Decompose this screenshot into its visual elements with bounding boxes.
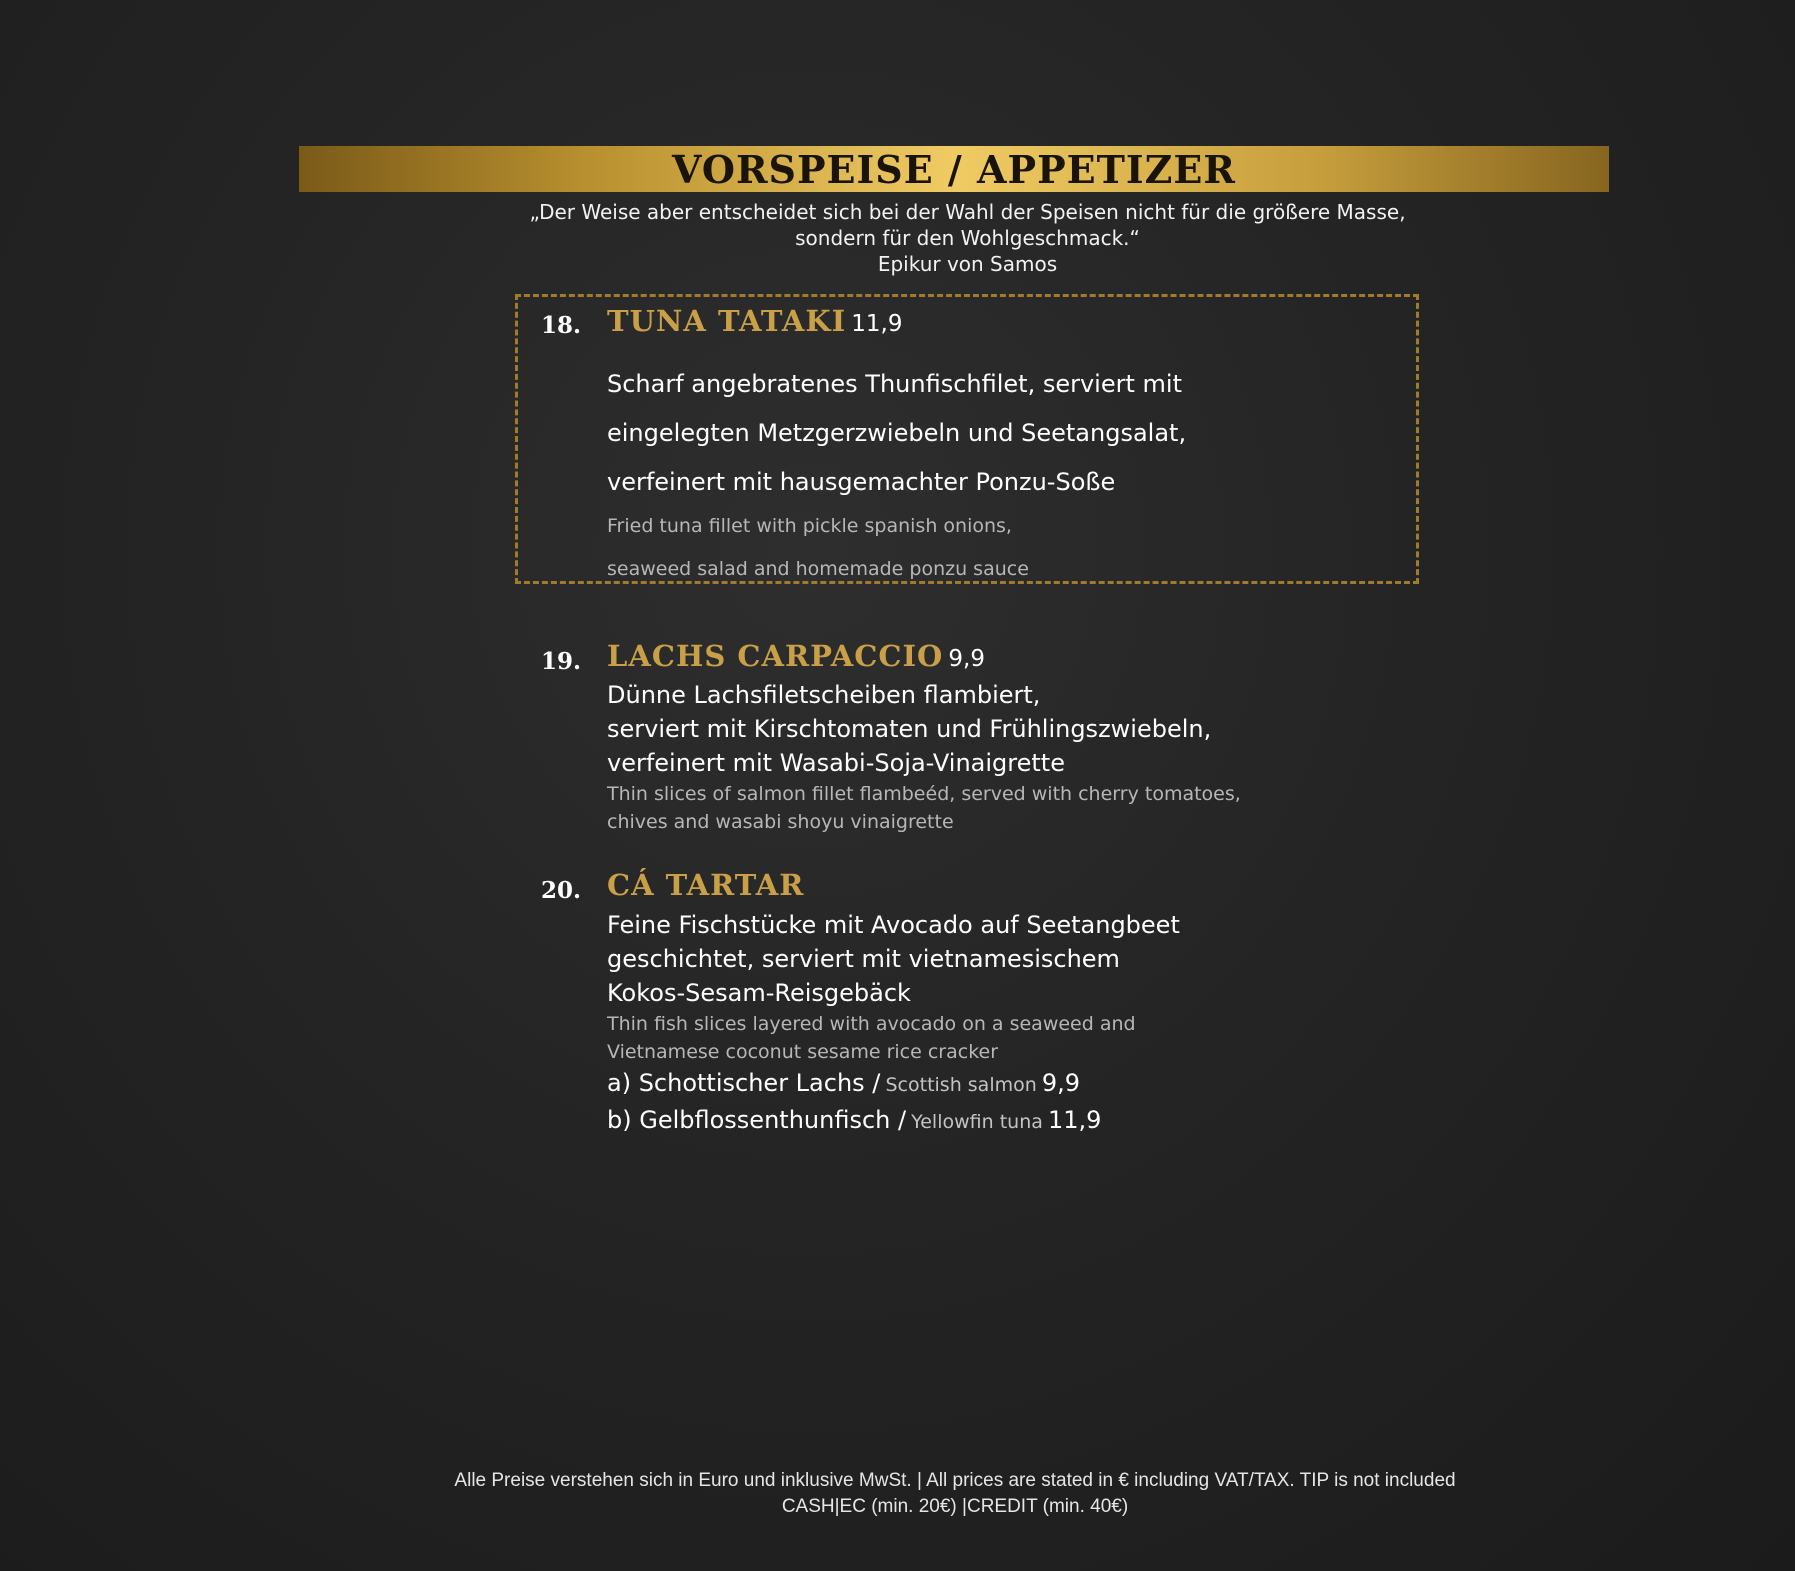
footer-prices-note: Alle Preise verstehen sich in Euro und inklusive MwSt. | All prices are stated in € including VAT/TAX. TIP is not included	[454, 1470, 1456, 1491]
option-label-de: a) Schottischer Lachs /	[607, 1069, 881, 1097]
item-heading	[607, 639, 985, 673]
item-option	[607, 1066, 1101, 1103]
item-option	[607, 1103, 1101, 1140]
item-number: 20.	[541, 877, 582, 904]
option-price: 11,9	[1047, 1106, 1102, 1134]
item-heading	[607, 868, 804, 902]
item-description-en: Fried tuna fillet with pickle spanish onions,	[607, 515, 1012, 537]
option-label-de: b) Gelbflossenthunfisch /	[607, 1106, 907, 1134]
quote-author: Epikur von Samos	[877, 252, 1058, 276]
item-description-de: Feine Fischstücke mit Avocado auf Seetangbeet	[607, 911, 1180, 939]
item-description-en: Thin fish slices layered with avocado on a seaweed and	[607, 1013, 1136, 1035]
footer-note	[300, 1468, 1610, 1520]
item-number: 18.	[541, 312, 582, 339]
section-banner	[299, 146, 1609, 192]
option-label-en: Scottish salmon	[885, 1074, 1037, 1096]
item-description-de: serviert mit Kirschtomaten und Frühlingszwiebeln,	[607, 715, 1212, 743]
option-label-en: Yellowfin tuna	[911, 1111, 1043, 1133]
section-title: VORSPEISE / APPETIZER	[672, 146, 1236, 192]
item-name: CÁ TARTAR	[607, 868, 805, 902]
option-price: 9,9	[1041, 1069, 1081, 1097]
footer-payment-note: CASH|EC (min. 20€) |CREDIT (min. 40€)	[781, 1496, 1129, 1517]
item-heading	[607, 304, 902, 338]
item-description-en: chives and wasabi shoyu vinaigrette	[607, 811, 954, 833]
quote-line: „Der Weise aber entscheidet sich bei der Wahl der Speisen nicht für die größere Masse,	[529, 200, 1406, 224]
item-description-de: Dünne Lachsfiletscheiben flambiert,	[607, 681, 1041, 709]
item-description-de: verfeinert mit hausgemachter Ponzu-Soße	[607, 468, 1116, 496]
item-number: 19.	[541, 648, 582, 675]
quote-block	[420, 199, 1515, 277]
item-name: TUNA TATAKI	[607, 304, 847, 338]
item-price: 9,9	[948, 646, 985, 672]
item-description-de: verfeinert mit Wasabi-Soja-Vinaigrette	[607, 749, 1065, 777]
item-description-de: eingelegten Metzgerzwiebeln und Seetangsalat,	[607, 419, 1187, 447]
item-description-de: Scharf angebratenes Thunfischfilet, serviert mit	[607, 370, 1182, 398]
item-description-en: Vietnamese coconut sesame rice cracker	[607, 1041, 999, 1063]
item-description-en: seaweed salad and homemade ponzu sauce	[607, 558, 1029, 580]
item-description-de: Kokos-Sesam-Reisgebäck	[607, 979, 911, 1007]
item-price: 11,9	[851, 311, 903, 337]
item-name: LACHS CARPACCIO	[607, 639, 944, 673]
item-description-en: Thin slices of salmon fillet flambeéd, served with cherry tomatoes,	[607, 783, 1241, 805]
quote-line: sondern für den Wohlgeschmack.“	[795, 226, 1140, 250]
item-description-de: geschichtet, serviert mit vietnamesischem	[607, 945, 1120, 973]
